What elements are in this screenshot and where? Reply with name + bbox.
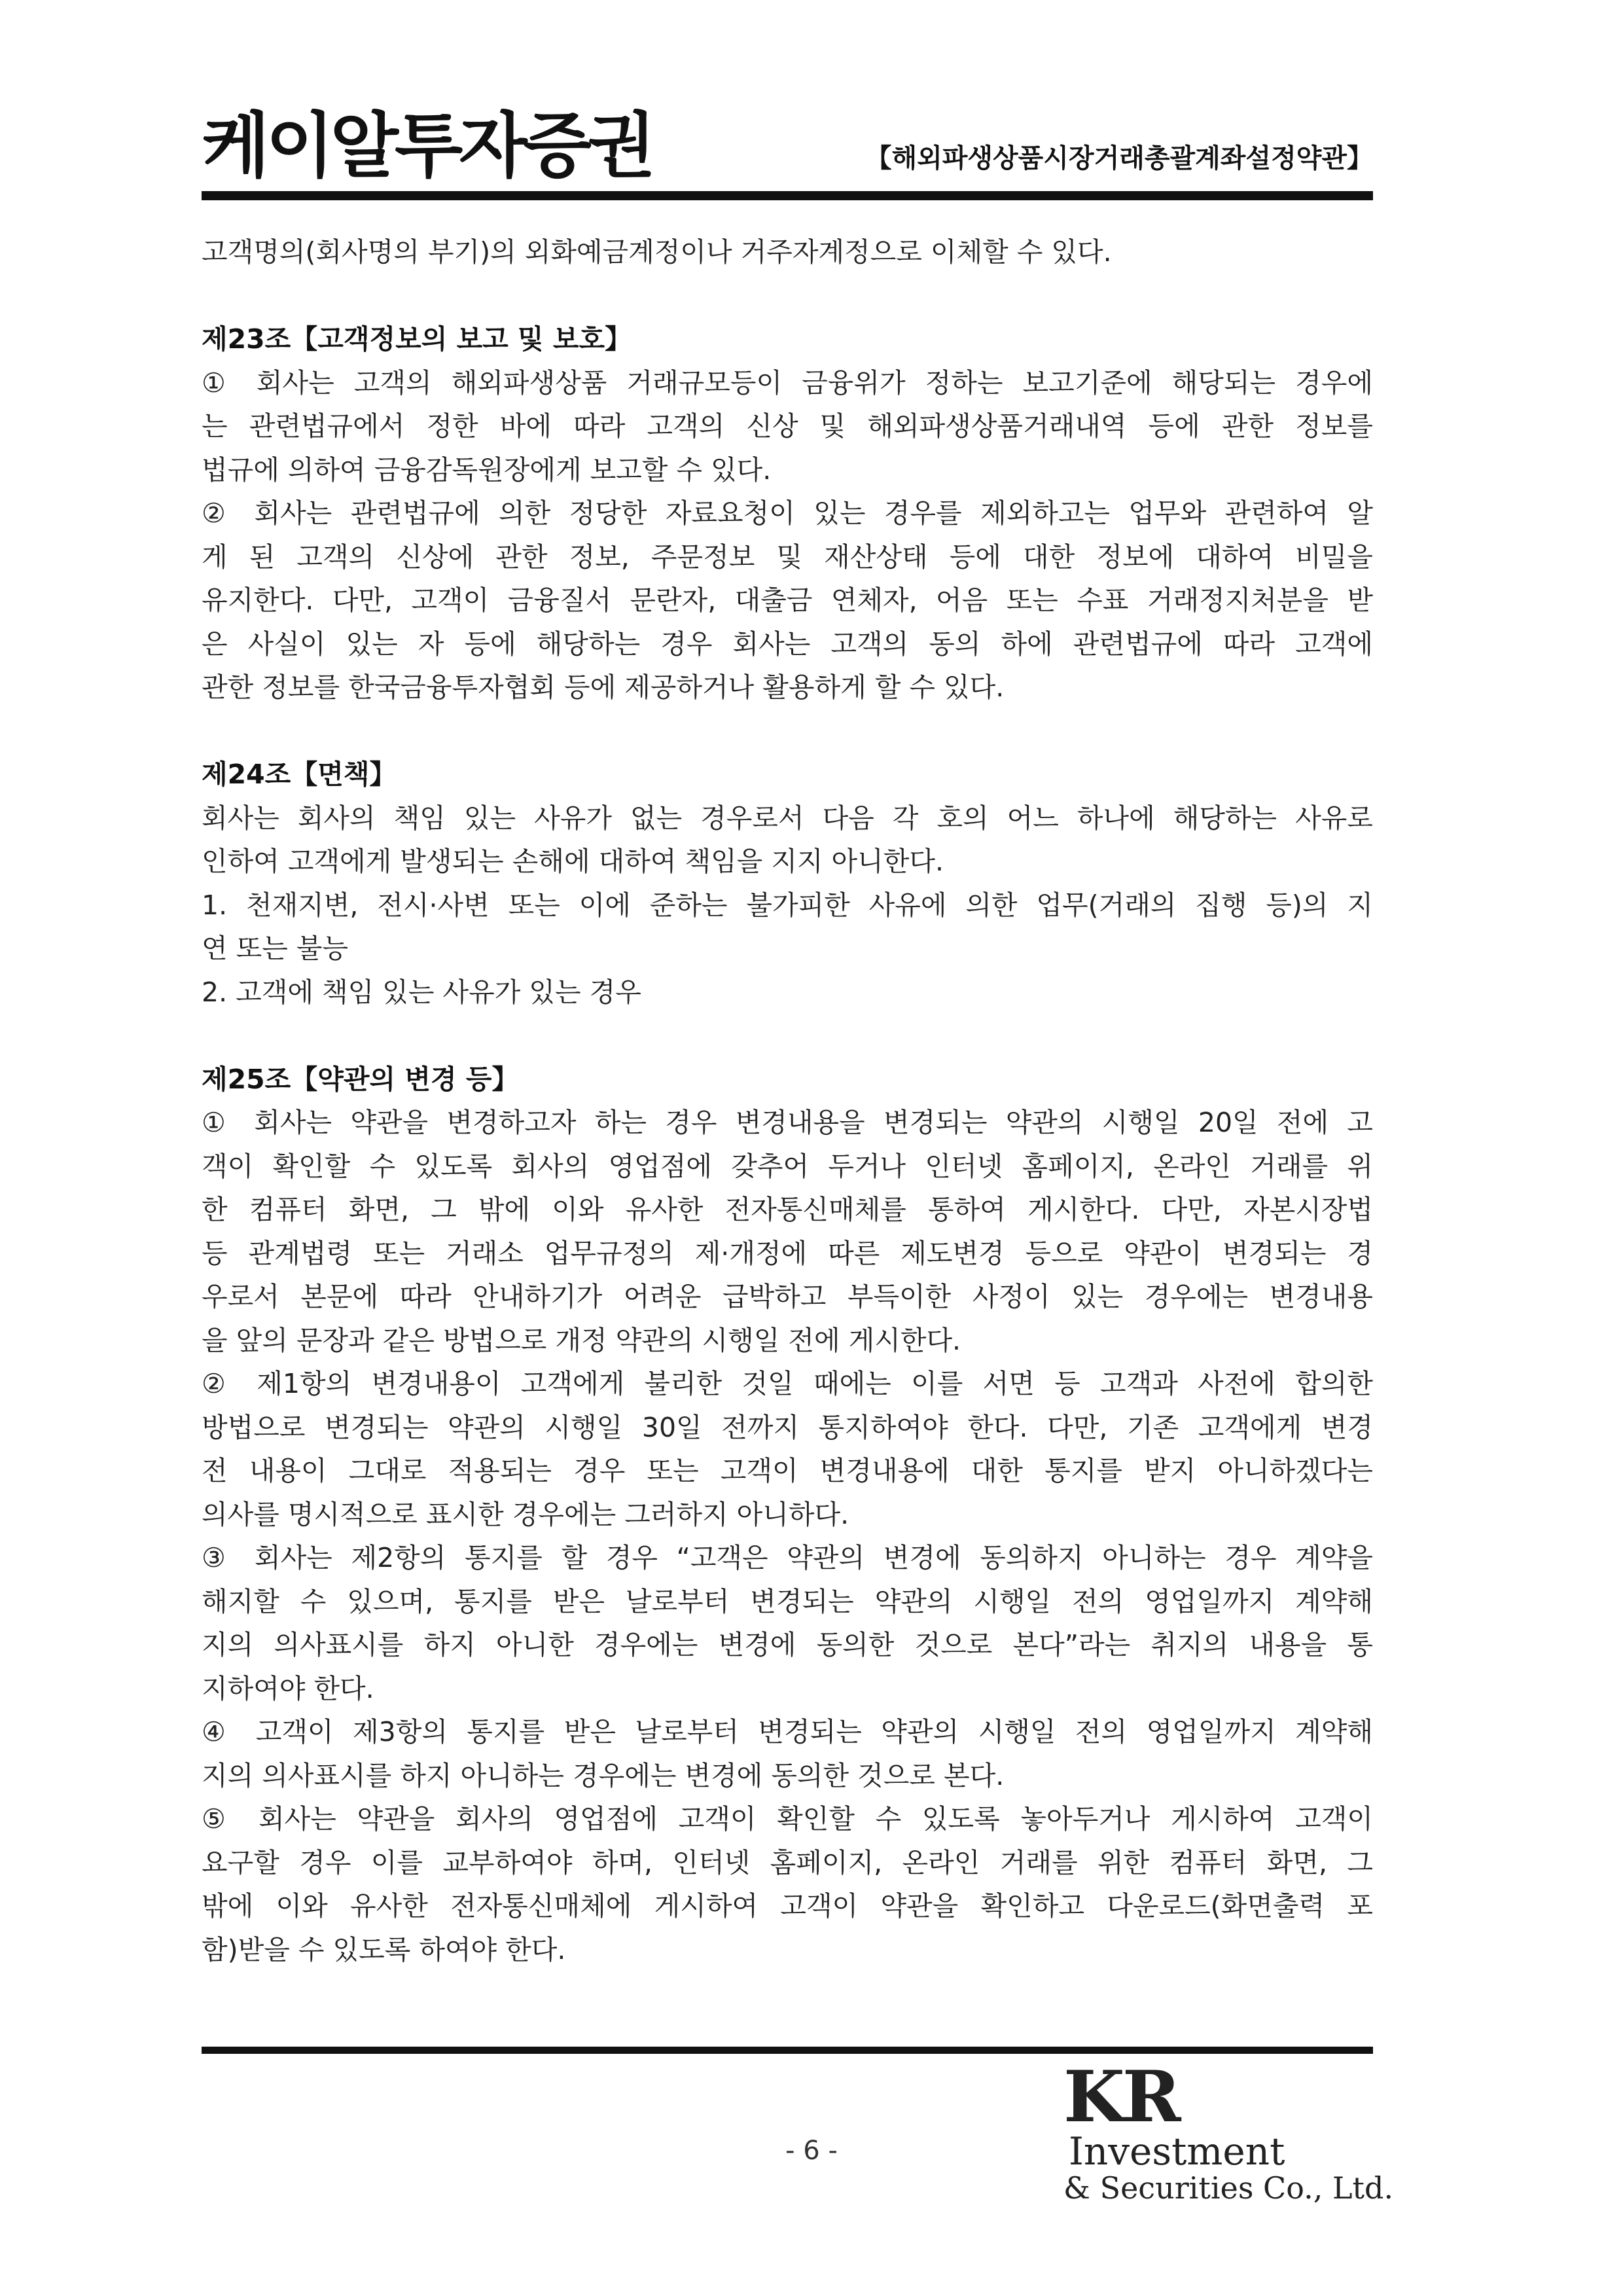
blank-line <box>202 1014 1373 1058</box>
paragraph-line: 해지할 수 있으며, 통지를 받은 날로부터 변경되는 약관의 시행일 전의 영업일까지 계약해 <box>202 1585 1373 1617</box>
paragraph-line: 의사를 명시적으로 표시한 경우에는 그러하지 아니하다. <box>202 1498 849 1530</box>
article-heading: 제24조【면책】 <box>202 759 397 790</box>
document-title: 【해외파생상품시장거래총괄계좌설정약관】 <box>865 143 1373 173</box>
paragraph-line: ③ 회사는 제2항의 통지를 할 경우 “고객은 약관의 변경에 동의하지 아니하는 경우 계약을 <box>202 1542 1373 1573</box>
paragraph-line: 게 된 고객의 신상에 관한 정보, 주문정보 및 재산상태 등에 대한 정보에 대하여 비밀을 <box>202 541 1373 573</box>
paragraph-line: 은 사실이 있는 자 등에 해당하는 경우 회사는 고객의 동의 하에 관련법규에 따라 고객에 <box>202 628 1373 660</box>
company-logo: 케이알투자증권 <box>202 105 652 187</box>
paragraph-line: 요구할 경우 이를 교부하여야 하며, 인터넷 홈페이지, 온라인 거래를 위한 컴퓨터 화면, 그 <box>202 1846 1373 1878</box>
paragraph-line: 2. 고객에 책임 있는 사유가 있는 경우 <box>202 976 641 1008</box>
article-heading: 제23조【고객정보의 보고 및 보호】 <box>202 323 632 355</box>
blank-line <box>202 274 1373 318</box>
paragraph-line: 등 관계법령 또는 거래소 업무규정의 제·개정에 따른 제도변경 등으로 약관이 변경되는 경 <box>202 1237 1373 1269</box>
paragraph-line: 방법으로 변경되는 약관의 시행일 30일 전까지 통지하여야 한다. 다만, 기존 고객에게 변경 <box>202 1411 1373 1443</box>
header-rule <box>202 191 1373 200</box>
footer-logo <box>1063 2056 1394 2206</box>
paragraph-line: 함)받을 수 있도록 하여야 한다. <box>202 1933 566 1965</box>
paragraph-line: 회사는 회사의 책임 있는 사유가 없는 경우로서 다음 각 호의 어느 하나에 해당하는 사유로 <box>202 802 1373 834</box>
paragraph-line: 우로서 본문에 따라 안내하기가 어려운 급박하고 부득이한 사정이 있는 경우에는 변경내용 <box>202 1281 1373 1312</box>
footer-logo-securities: & Securities Co., Ltd. <box>1063 2170 1394 2206</box>
paragraph-line: ② 제1항의 변경내용이 고객에게 불리한 것일 때에는 이를 서면 등 고객과 사전에 합의한 <box>202 1368 1373 1399</box>
blank-line <box>202 709 1373 753</box>
paragraph-line: 인하여 고객에게 발생되는 손해에 대하여 책임을 지지 아니한다. <box>202 846 944 877</box>
paragraph-line: 는 관련법규에서 정한 바에 따라 고객의 신상 및 해외파생상품거래내역 등에 관한 정보를 <box>202 410 1373 442</box>
paragraph-line: 지의 의사표시를 하지 아니하는 경우에는 변경에 동의한 것으로 본다. <box>202 1759 1005 1791</box>
page-number: - 6 - <box>785 2136 838 2166</box>
paragraph-line: 유지한다. 다만, 고객이 금융질서 문란자, 대출금 연체자, 어음 또는 수표 거래정지처분을 받 <box>202 584 1373 616</box>
paragraph-line: 관한 정보를 한국금융투자협회 등에 제공하거나 활용하게 할 수 있다. <box>202 672 1005 703</box>
paragraph-line: ② 회사는 관련법규에 의한 정당한 자료요청이 있는 경우를 제외하고는 업무와 관련하여 알 <box>202 497 1373 529</box>
paragraph-line: 연 또는 불능 <box>202 933 349 964</box>
paragraph-line: 고객명의(회사명의 부기)의 외화예금계정이나 거주자계정으로 이체할 수 있다. <box>202 236 1112 268</box>
paragraph-line: 한 컴퓨터 화면, 그 밖에 이와 유사한 전자통신매체를 통하여 게시한다. 다만, 자본시장법 <box>202 1194 1373 1225</box>
paragraph-line: 밖에 이와 유사한 전자통신매체에 게시하여 고객이 약관을 확인하고 다운로드(화면출력 포 <box>202 1890 1373 1922</box>
paragraph-line: 지하여야 한다. <box>202 1672 374 1704</box>
paragraph-line: 객이 확인할 수 있도록 회사의 영업점에 갖추어 두거나 인터넷 홈페이지, 온라인 거래를 위 <box>202 1150 1373 1182</box>
document-body <box>202 230 1373 1971</box>
paragraph-line: 법규에 의하여 금융감독원장에게 보고할 수 있다. <box>202 454 772 486</box>
paragraph-line: ④ 고객이 제3항의 통지를 받은 날로부터 변경되는 약관의 시행일 전의 영업일까지 계약해 <box>202 1716 1373 1748</box>
footer-logo-kr: KR <box>1063 2056 1179 2138</box>
paragraph-line: ① 회사는 약관을 변경하고자 하는 경우 변경내용을 변경되는 약관의 시행일 20일 전에 고 <box>202 1107 1373 1138</box>
paragraph-line: 1. 천재지변, 전시·사변 또는 이에 준하는 불가피한 사유에 의한 업무(거래의 집행 등)의 지 <box>202 889 1373 921</box>
paragraph-line: ① 회사는 고객의 해외파생상품 거래규모등이 금융위가 정하는 보고기준에 해당되는 경우에 <box>202 367 1373 399</box>
paragraph-line: 전 내용이 그대로 적용되는 경우 또는 고객이 변경내용에 대한 통지를 받지 아니하겠다는 <box>202 1455 1373 1486</box>
footer-rule <box>202 2047 1373 2054</box>
paragraph-line: ⑤ 회사는 약관을 회사의 영업점에 고객이 확인할 수 있도록 놓아두거나 게시하여 고객이 <box>202 1803 1373 1835</box>
article-heading: 제25조【약관의 변경 등】 <box>202 1063 519 1095</box>
footer-logo-investment: Investment <box>1069 2129 1285 2174</box>
paragraph-line: 지의 의사표시를 하지 아니한 경우에는 변경에 동의한 것으로 본다”라는 취지의 내용을 통 <box>202 1629 1373 1660</box>
paragraph-line: 을 앞의 문장과 같은 방법으로 개정 약관의 시행일 전에 게시한다. <box>202 1324 961 1356</box>
